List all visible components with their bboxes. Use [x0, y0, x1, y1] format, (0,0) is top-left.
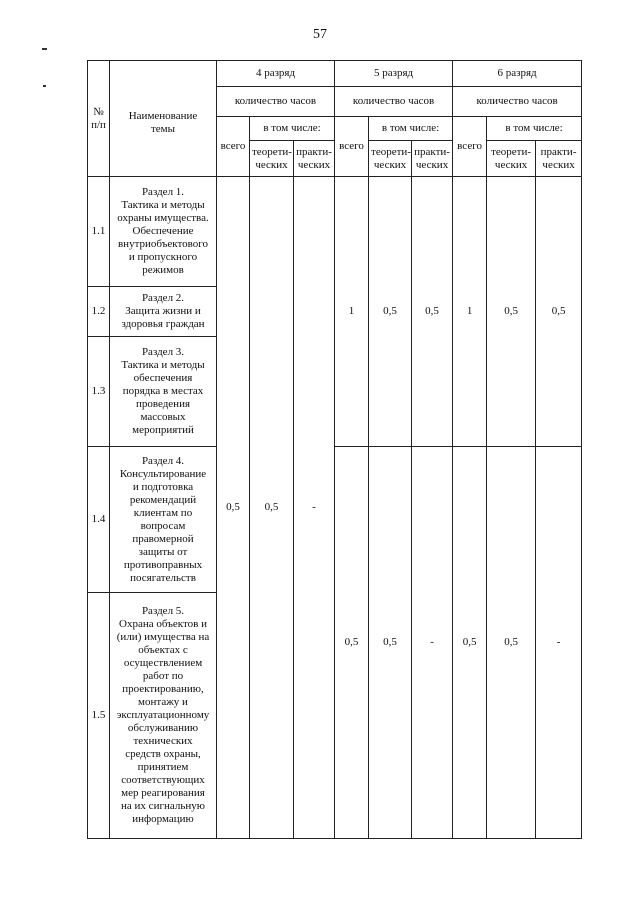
grade6-practice: 0,5 [536, 177, 582, 447]
grade6-practice: - [536, 447, 582, 839]
grade5-theory: 0,5 [369, 447, 412, 839]
total-header: всего [335, 117, 369, 177]
scan-mark [43, 85, 46, 87]
theory-header: теорети- ческих [250, 141, 294, 177]
section-number: 1.4 [88, 447, 110, 593]
grade5-total: 0,5 [335, 447, 369, 839]
col-header-num: № п/п [88, 61, 110, 177]
grade4-theory: 0,5 [250, 177, 294, 839]
scan-mark [42, 48, 47, 50]
theory-header: теорети- ческих [487, 141, 536, 177]
col-header-grade5: 5 разряд [335, 61, 453, 87]
including-header: в том числе: [250, 117, 335, 141]
total-header: всего [217, 117, 250, 177]
grade5-theory: 0,5 [369, 177, 412, 447]
total-header: всего [453, 117, 487, 177]
practice-header: практи- ческих [294, 141, 335, 177]
section-number: 1.3 [88, 337, 110, 447]
col-header-grade6: 6 разряд [453, 61, 582, 87]
including-header: в том числе: [369, 117, 453, 141]
hours-header: количество часов [217, 87, 335, 117]
grade6-theory: 0,5 [487, 177, 536, 447]
practice-header: практи- ческих [536, 141, 582, 177]
grade6-theory: 0,5 [487, 447, 536, 839]
page-number: 57 [313, 27, 327, 42]
practice-header: практи- ческих [412, 141, 453, 177]
section-title: Раздел 4. Консультирование и подготовка рекомендаций клиентам по вопросам правомерной защиты от противоправных посягательств [110, 447, 217, 593]
theory-header: теорети- ческих [369, 141, 412, 177]
section-number: 1.5 [88, 593, 110, 839]
including-header: в том числе: [487, 117, 582, 141]
section-number: 1.1 [88, 177, 110, 287]
section-title: Раздел 5. Охрана объектов и (или) имущества на объектах с осуществлением работ по проектированию, монтажу и эксплуатационному обслуживанию технических средств охраны, принятием соответствующих мер реагирования на их сигнальную информацию [110, 593, 217, 839]
hours-header: количество часов [453, 87, 582, 117]
hours-table [87, 60, 582, 839]
section-number: 1.2 [88, 287, 110, 337]
grade6-total: 0,5 [453, 447, 487, 839]
grade4-practice: - [294, 177, 335, 839]
grade5-practice: 0,5 [412, 177, 453, 447]
hours-header: количество часов [335, 87, 453, 117]
grade6-total: 1 [453, 177, 487, 447]
col-header-grade4: 4 разряд [217, 61, 335, 87]
grade5-total: 1 [335, 177, 369, 447]
col-header-name: Наименование темы [110, 61, 217, 177]
section-title: Раздел 1. Тактика и методы охраны имущества. Обеспечение внутриобъектового и пропускного режимов [110, 177, 217, 287]
grade4-total: 0,5 [217, 177, 250, 839]
section-title: Раздел 2. Защита жизни и здоровья граждан [110, 287, 217, 337]
grade5-practice: - [412, 447, 453, 839]
section-title: Раздел 3. Тактика и методы обеспечения порядка в местах проведения массовых мероприятий [110, 337, 217, 447]
